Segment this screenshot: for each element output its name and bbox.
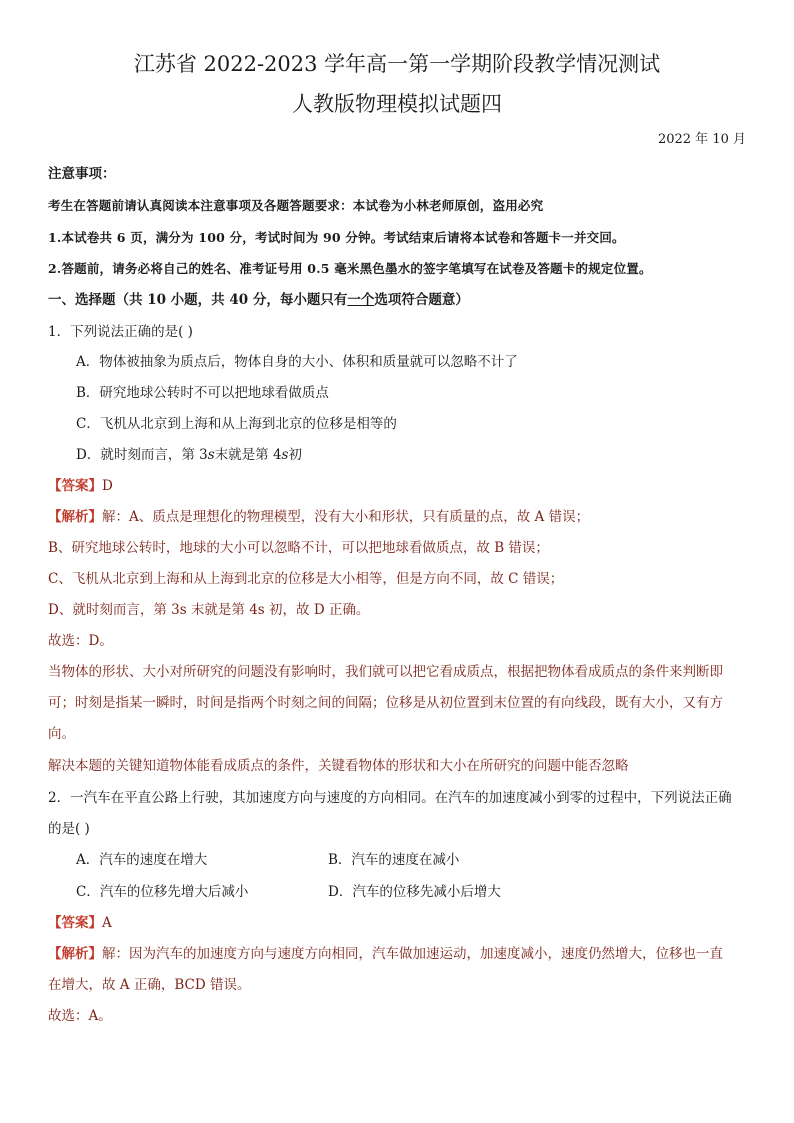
q1-summary-1: 当物体的形状、大小对所研究的问题没有影响时，我们就可以把它看成质点，根据把物体看成质点的条件来判断即 — [48, 664, 723, 680]
q1-analysis-c: C、飞机从北京到上海和从上海到北京的位移是大小相等，但是方向不同，故 C 错误； — [48, 571, 564, 587]
q1-answer-value: D — [102, 478, 113, 494]
q1-analysis-a — [48, 507, 758, 527]
q2-choose: 故选：A。 — [48, 1008, 112, 1024]
q1-option-c: C．飞机从北京到上海和从上海到北京的位移是相等的 — [76, 416, 397, 432]
q1-answer-label: 【答案】 — [48, 478, 102, 494]
q1-option-d-mid: 末就是第 4 — [214, 447, 282, 463]
q2-stem-1: 2．一汽车在平直公路上行驶，其加速度方向与速度的方向相同。在汽车的加速度减小到零的过程中，下列说法正确 — [48, 790, 732, 806]
q1-analysis-b: B、研究地球公转时，地球的大小可以忽略不计，可以把地球看做质点，故 B 错误； — [48, 540, 549, 556]
q2-stem-2: 的是( ) — [48, 821, 90, 837]
q2-option-c: C．汽车的位移先增大后减小 — [76, 884, 249, 900]
exam-date: 2022 年 10 月 — [657, 132, 746, 147]
section-heading — [48, 290, 758, 310]
notice-line-2: 1.本试卷共 6 页，满分为 100 分，考试时间为 90 分钟。考试结束后请将本试卷和答题卡一并交回。 — [48, 230, 625, 245]
q2-analysis-label: 【解析】 — [48, 946, 102, 962]
notice-line-1: 考生在答题前请认真阅读本注意事项及各题答题要求：本试卷为小林老师原创，盗用必究 — [48, 198, 544, 213]
exam-subtitle: 人教版物理模拟试题四 — [292, 92, 502, 116]
q1-summary-4: 解决本题的关键知道物体能看成质点的条件，关键看物体的形状和大小在所研究的问题中能否忽略 — [48, 758, 629, 774]
section-heading-underline: 一个 — [347, 292, 375, 308]
q2-analysis-1 — [48, 944, 758, 964]
exam-title: 江苏省 2022-2023 学年高一第一学期阶段教学情况测试 — [133, 52, 661, 76]
notice-line-3: 2.答题前，请务必将自己的姓名、准考证号用 0.5 毫米黑色墨水的签字笔填写在试卷及答题卡的规定位置。 — [48, 261, 652, 276]
section-heading-pre: 一、选择题（共 10 小题，共 40 分，每小题只有 — [48, 292, 348, 308]
q1-option-d — [76, 445, 302, 465]
q1-option-b: B．研究地球公转时不可以把地球看做质点 — [76, 385, 329, 401]
q1-summary-2: 可；时刻是指某一瞬时，时间是指两个时刻之间的间隔；位移是从初位置到末位置的有向线段，既有大小，又有方 — [48, 695, 723, 711]
q1-option-d-unit1: s — [207, 447, 215, 463]
q1-summary-3: 向。 — [48, 726, 75, 742]
notice-heading: 注意事项： — [48, 166, 116, 182]
q1-answer — [48, 476, 758, 496]
q2-analysis-1-text: 解：因为汽车的加速度方向与速度方向相同，汽车做加速运动，加速度减小，速度仍然增大，位移也一直 — [102, 946, 723, 962]
q1-choose: 故选：D。 — [48, 633, 113, 649]
q2-analysis-2: 在增大，故 A 正确，BCD 错误。 — [48, 977, 251, 993]
q1-analysis-d: D、就时刻而言，第 3s 末就是第 4s 初，故 D 正确。 — [48, 602, 370, 618]
q1-analysis-a-text: 解：A、质点是理想化的物理模型，没有大小和形状，只有质量的点，故 A 错误； — [102, 509, 590, 525]
q2-option-a: A．汽车的速度在增大 — [76, 852, 208, 868]
q1-option-d-pre: D．就时刻而言，第 3 — [76, 447, 208, 463]
q1-option-d-post: 初 — [288, 447, 302, 463]
q1-option-d-unit2: s — [281, 447, 289, 463]
section-heading-post: 选项符合题意） — [374, 292, 469, 308]
q2-answer-label: 【答案】 — [48, 915, 102, 931]
q2-answer — [48, 913, 758, 933]
q1-stem: 1．下列说法正确的是( ) — [48, 324, 193, 340]
q2-option-b: B．汽车的速度在减小 — [328, 852, 460, 868]
q1-option-a: A．物体被抽象为质点后，物体自身的大小、体积和质量就可以忽略不计了 — [76, 354, 518, 370]
q2-answer-value: A — [102, 915, 112, 931]
q2-option-d: D．汽车的位移先减小后增大 — [328, 884, 501, 900]
q1-analysis-label: 【解析】 — [48, 509, 102, 525]
